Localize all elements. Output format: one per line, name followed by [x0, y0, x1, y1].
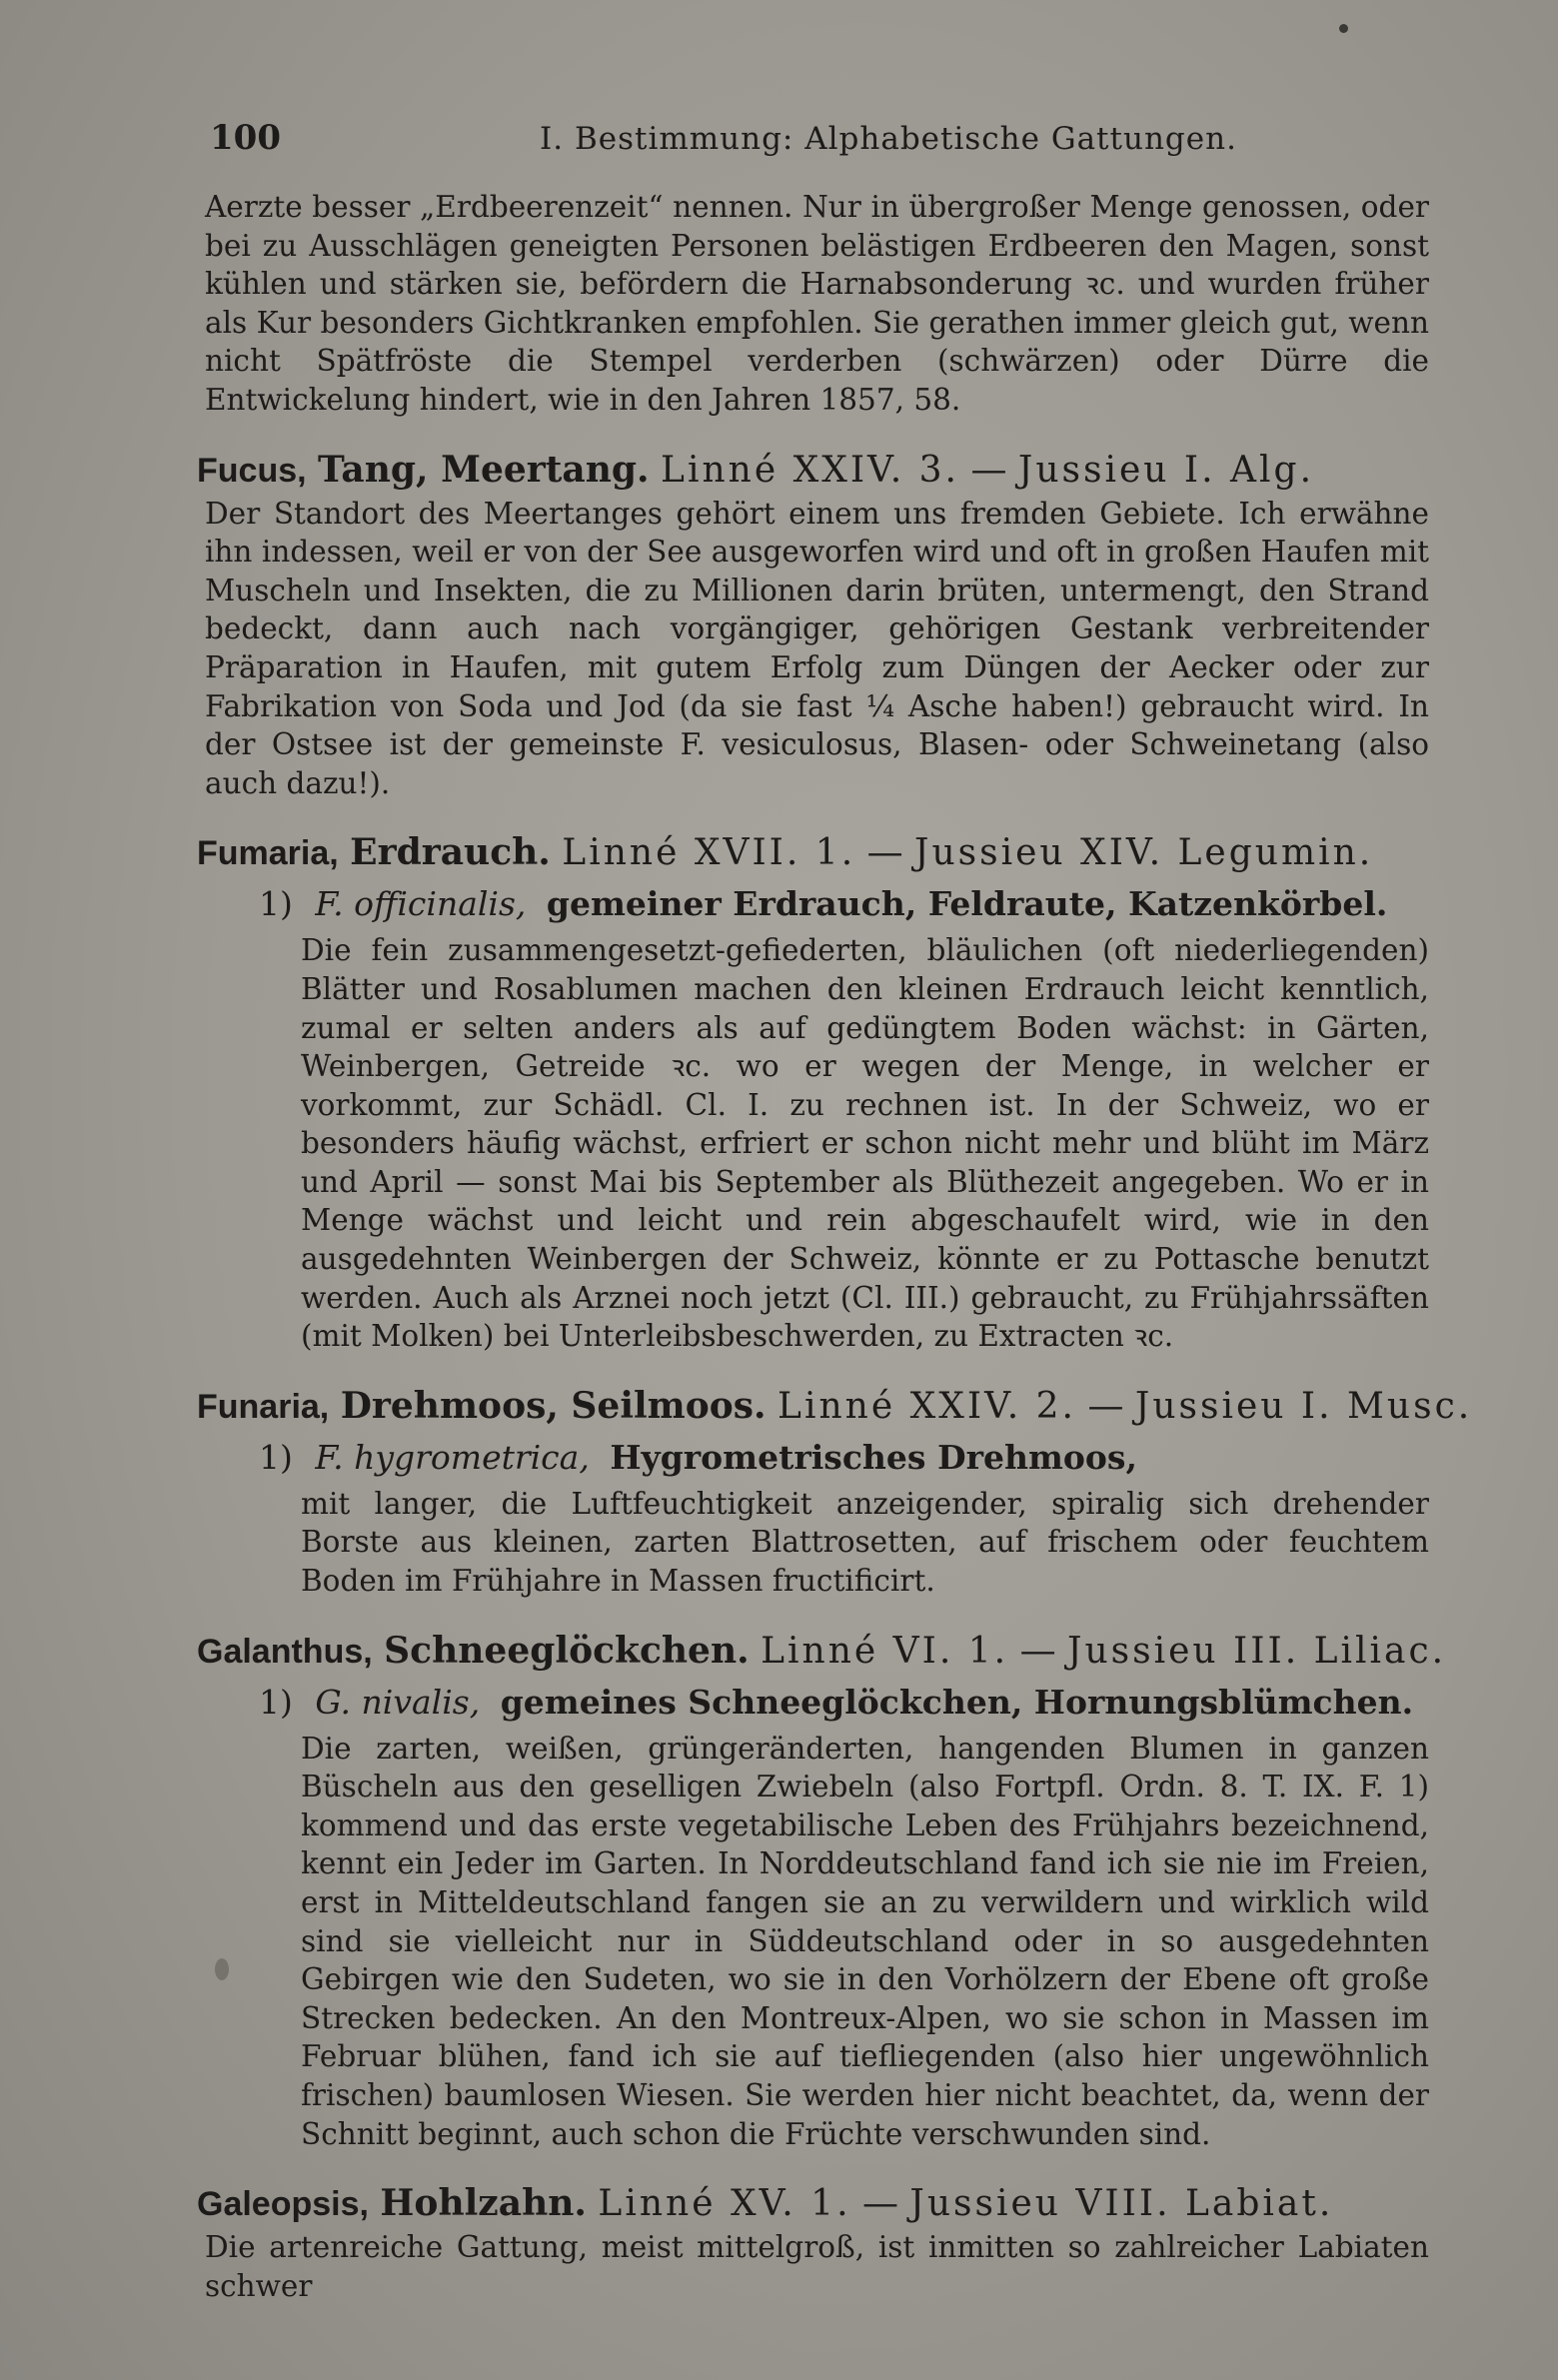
jussieu-classification: Jussieu I. Alg. — [1017, 449, 1315, 491]
page-body — [197, 188, 1473, 2305]
species-heading — [259, 881, 1429, 927]
linne-classification: Linné XVII. 1. — [562, 832, 856, 874]
paper-speck — [1339, 24, 1348, 33]
species-latin-name: F. hygrometrica, — [315, 1437, 590, 1477]
genus-german-name: Hohlzahn. — [380, 2182, 587, 2225]
entry-galeopsis — [197, 2179, 1429, 2305]
entry-text: Die artenreiche Gattung, meist mittelgroß, ist inmitten so zahlreicher Labiaten schwer — [205, 2230, 1429, 2303]
species-number: 1) — [259, 1437, 293, 1477]
species-latin-name: G. nivalis, — [315, 1682, 481, 1722]
linne-classification: Linné VI. 1. — [761, 1630, 1009, 1672]
genus-latin-name: Galanthus, — [197, 1632, 373, 1671]
species-heading — [259, 1680, 1429, 1726]
entry-fumaria — [197, 828, 1429, 1356]
jussieu-classification: Jussieu XIV. Legumin. — [914, 832, 1374, 874]
entry-funaria — [197, 1382, 1473, 1601]
species-number: 1) — [259, 1682, 293, 1722]
entry-galanthus — [197, 1627, 1447, 2154]
entry-text: Der Standort des Meertanges gehört einem uns fremden Gebiete. Ich erwähne ihn indessen, weil er von der See ausgeworfen wird und oft in großen Haufen mit Muscheln und Insekten, die zu Millionen darin brüten, untermengt, den Strand bedeckt, dann auch nach vorgängiger, gehörigen Gestank verbreitender Präparation in Haufen, mit gutem Erfolg zum Düngen der Aecker oder zur Fabrikation von Soda und Jod (da sie fast ¼ Asche haben!) gebraucht wird. In der Ostsee ist der gemeinste F. vesiculosus, Blasen- oder Schweinetang (also auch dazu!). — [205, 496, 1429, 800]
jussieu-classification: Jussieu VIII. Labiat. — [909, 2183, 1334, 2225]
species-latin-name: F. officinalis, — [315, 884, 527, 924]
separator-dash: — — [1019, 1630, 1056, 1672]
genus-german-name: Erdrauch. — [350, 831, 551, 874]
separator-dash: — — [861, 2183, 898, 2225]
genus-heading — [197, 828, 1429, 877]
entry-text: mit langer, die Luftfeuchtigkeit anzeigender, spiralig sich drehender Borste aus kleinen, zarten Blattrosetten, auf frischem oder feuchtem Boden im Frühjahre in Massen fructificirt. — [301, 1486, 1429, 1599]
genus-latin-name: Galeopsis, — [197, 2185, 369, 2224]
species-heading — [259, 1435, 1429, 1481]
species-common-name: gemeines Schneeglöckchen, Hornungsblümchen. — [500, 1682, 1414, 1722]
genus-german-name: Drehmoos, Seilmoos. — [340, 1384, 767, 1427]
linne-classification: Linné XXIV. 2. — [778, 1385, 1077, 1427]
species-number: 1) — [259, 884, 293, 924]
jussieu-classification: Jussieu III. Liliac. — [1067, 1630, 1447, 1672]
genus-latin-name: Fumaria, — [197, 834, 339, 873]
genus-heading — [197, 446, 1429, 495]
page-number: 100 — [210, 118, 281, 158]
paper-smudge — [215, 1958, 229, 1980]
jussieu-classification: Jussieu I. Musc. — [1134, 1385, 1473, 1427]
separator-dash: — — [1087, 1385, 1124, 1427]
species-common-name: Hygrometrisches Drehmoos, — [610, 1437, 1137, 1477]
genus-heading — [197, 2179, 1429, 2228]
entry-text: Die zarten, weißen, grüngeränderten, hangenden Blumen in ganzen Büscheln aus den geselligen Zwiebeln (also Fortpfl. Ordn. 8. T. IX. F. 1) kommend und das erste vegetabilische Leben des Frühjahrs bezeichnend, kennt ein Jeder im Garten. In Norddeutschland fand ich sie nie im Freien, erst in Mitteldeutschland fangen sie an zu verwildern und wirklich wild sind sie vielleicht nur in Süddeutschland oder in so ausgedehnten Gebirgen wie den Sudeten, wo sie in den Vorhölzern der Ebene oft große Strecken bedecken. An den Montreux-Alpen, wo sie schon in Massen im Februar blühen, fand ich sie auf tiefliegenden (also hier ungewöhnlich frischen) baumlosen Wiesen. Sie werden hier nicht beachtet, da, wenn der Schnitt beginnt, auch schon die Früchte verschwunden sind. — [301, 1731, 1429, 2151]
genus-heading — [197, 1627, 1447, 1676]
genus-latin-name: Funaria, — [197, 1387, 330, 1426]
linne-classification: Linné XXIV. 3. — [661, 449, 959, 491]
entry-text: Die fein zusammengesetzt-gefiederten, bläulichen (oft niederliegenden) Blätter und Rosablumen machen den kleinen Erdrauch leicht kenntlich, zumal er selten anders als auf gedüngtem Boden wächst: in Gärten, Weinbergen, Getreide ꝛc. wo er wegen der Menge, in welcher er vorkommt, zur Schädl. Cl. I. zu rechnen ist. In der Schweiz, wo er besonders häufig wächst, erfriert er schon nicht mehr und blüht im März und April — sonst Mai bis September als Blüthezeit angegeben. Wo er in Menge wächst und leicht und rein abgeschaufelt wird, wie in den ausgedehnten Weinbergen der Schweiz, könnte er zu Pottasche benutzt werden. Auch als Arznei noch jetzt (Cl. III.) gebraucht, zu Frühjahrssäften (mit Molken) bei Unterleibsbeschwerden, zu Extracten ꝛc. — [301, 933, 1429, 1354]
running-title: I. Bestimmung: Alphabetische Gattungen. — [540, 121, 1237, 157]
page-header — [210, 118, 1409, 158]
genus-latin-name: Fucus, — [197, 451, 307, 490]
genus-heading — [197, 1382, 1473, 1431]
genus-german-name: Tang, Meertang. — [318, 448, 650, 491]
species-common-name: gemeiner Erdrauch, Feldraute, Katzenkörbel. — [546, 884, 1388, 924]
genus-german-name: Schneeglöckchen. — [384, 1629, 750, 1672]
linne-classification: Linné XV. 1. — [598, 2183, 851, 2225]
separator-dash: — — [970, 449, 1007, 491]
intro-paragraph: Aerzte besser „Erdbeerenzeit“ nennen. Nur in übergroßer Menge genossen, oder bei zu Ausschlägen geneigten Personen belästigen Erdbeeren den Magen, sonst kühlen und stärken sie, befördern die Harnabsonderung ꝛc. und wurden früher als Kur besonders Gichtkranken empfohlen. Sie gerathen immer gleich gut, wenn nicht Spätfröste die Stempel verderben (schwärzen) oder Dürre die Entwickelung hindert, wie in den Jahren 1857, 58. — [205, 190, 1429, 417]
separator-dash: — — [866, 832, 903, 874]
entry-fucus — [197, 446, 1429, 803]
